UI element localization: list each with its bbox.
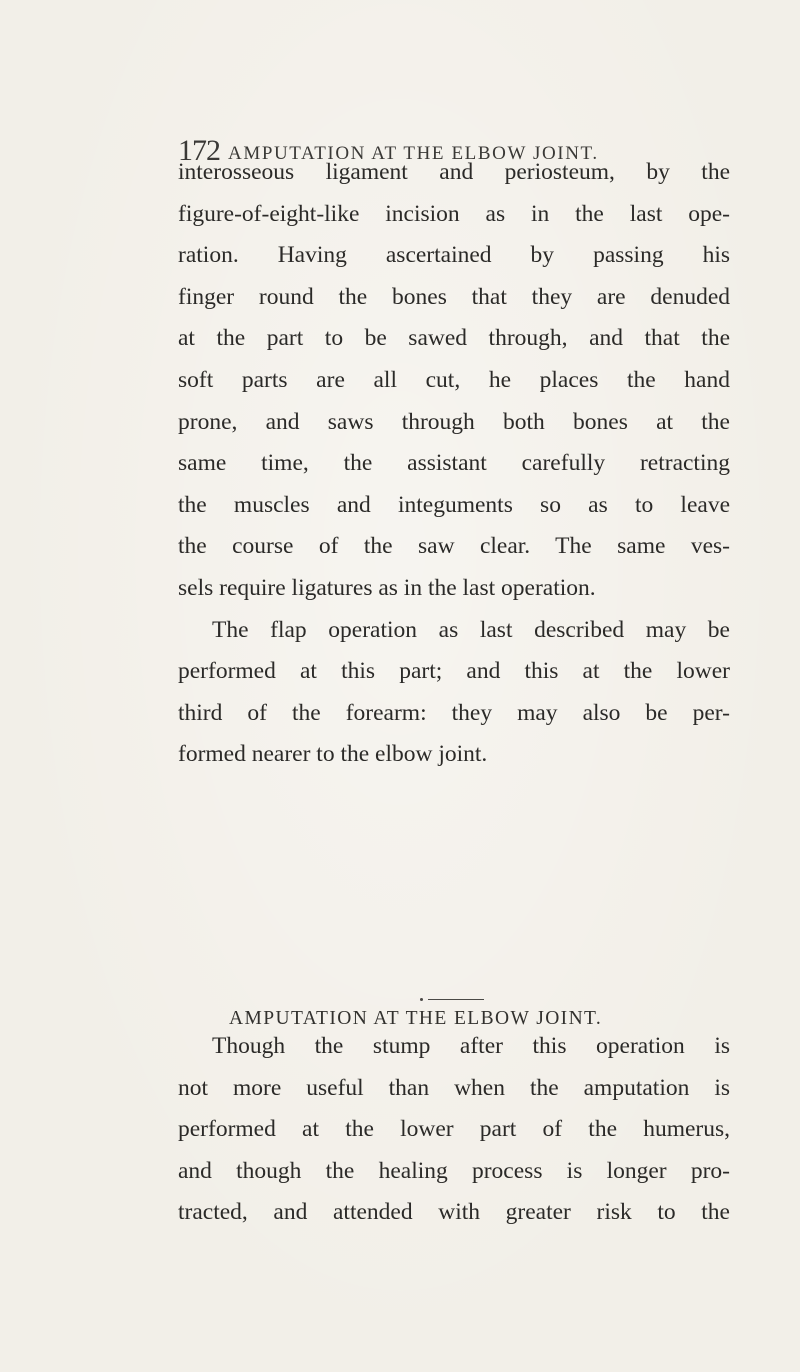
text-line: figure-of-eight-like incision as in the last ope- [178, 200, 730, 227]
page-number: 172 [178, 134, 220, 167]
text-line: third of the forearm: they may also be per- [178, 699, 730, 726]
text-line: ration. Having ascertained by passing his [178, 242, 730, 269]
text-line: sels require ligatures as in the last operation. [178, 574, 596, 601]
text-line: the muscles and integuments so as to leave [178, 491, 730, 518]
paragraph-continued [178, 152, 730, 610]
text-line: and though the healing process is longer pro- [178, 1157, 730, 1184]
text-line: performed at the lower part of the humerus, [178, 1116, 730, 1143]
text-line: formed nearer to the elbow joint. [178, 741, 488, 768]
text-line: not more useful than when the amputation is [178, 1074, 730, 1101]
section-divider-dot [420, 998, 423, 1001]
text-line: The flap operation as last described may be [212, 616, 730, 643]
text-line: prone, and saws through both bones at the [178, 408, 730, 435]
text-line: finger round the bones that they are denuded [178, 283, 730, 310]
text-line: performed at this part; and this at the lower [178, 658, 730, 685]
text-line: soft parts are all cut, he places the hand [178, 366, 730, 393]
text-line: the course of the saw clear. The same ves- [178, 533, 730, 560]
body-text-top [178, 152, 730, 776]
text-line: at the part to be sawed through, and that the [178, 325, 730, 352]
text-line: interosseous ligament and periosteum, by the [178, 159, 730, 185]
body-text-bottom [178, 1026, 730, 1234]
text-line: same time, the assistant carefully retracting [178, 450, 730, 477]
text-line: tracted, and attended with greater risk to the [178, 1199, 730, 1226]
section-heading: AMPUTATION AT THE ELBOW JOINT. [229, 1008, 603, 1029]
text-line: Though the stump after this operation is [212, 1033, 730, 1059]
section-divider [428, 999, 484, 1000]
paragraph-flap-operation [178, 610, 730, 776]
running-head-title: AMPUTATION AT THE ELBOW JOINT. [228, 143, 599, 164]
paragraph-elbow-joint [178, 1026, 730, 1234]
